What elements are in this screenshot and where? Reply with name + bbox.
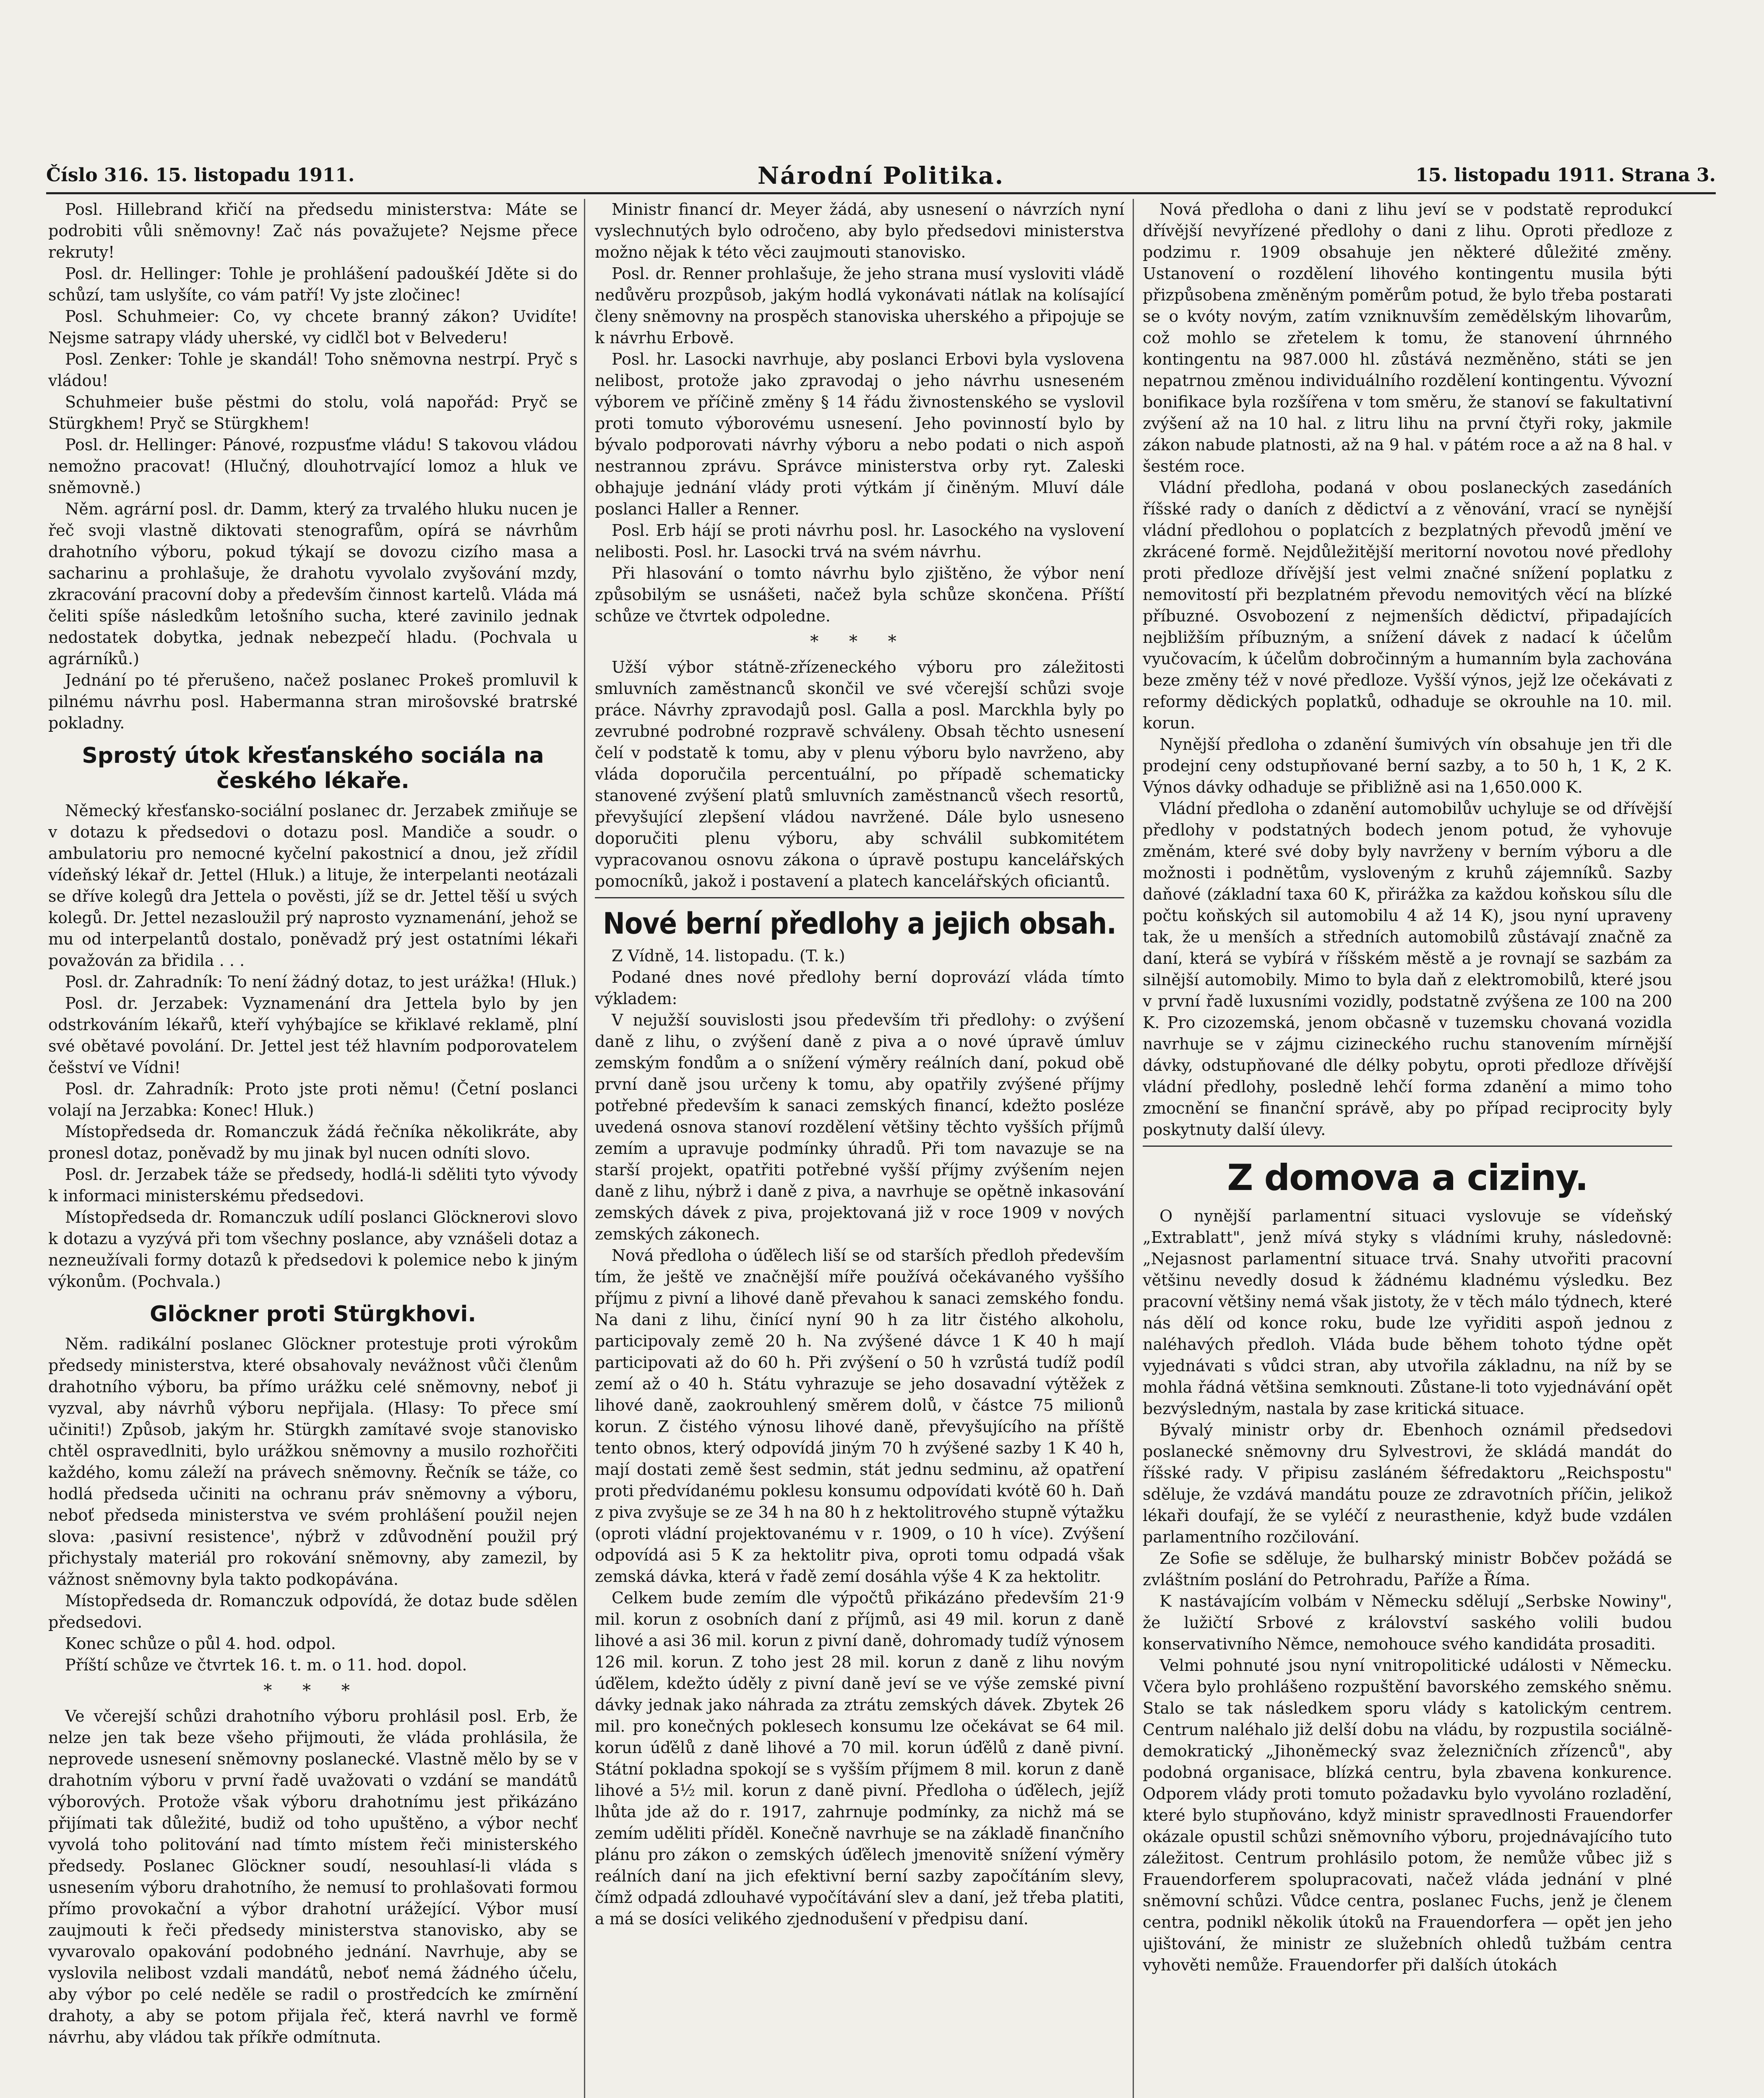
column-2 [595, 199, 1124, 2098]
paragraph: Místopředseda dr. Romanczuk žádá řečníka několikráte, aby pronesl dotaz, poněvadž by mu jinak byl nucen odníti slovo. [48, 1122, 578, 1162]
paragraph: Německý křesťansko-sociální poslanec dr. Jerzabek zmiňuje se v dotazu k předsedovi o dotazu posl. Mandiče a soudr. o ambulatoriu pro nemocné kyčelní pakostnicí a dnou, jež zřídil vídeňský lékař dr. Jettel (Hluk.) a lituje, že interpelanti neotázali se dříve kolegů dra Jettela o pověsti, jíž se dr. Jettel těší u svých kolegů. Dr. Jettel nezasloužil prý naprosto vyznamenání, jehož se mu od interpelantů dostalo, poněvadž prý jest ostatními lékaři považován za břidila . . . [48, 801, 578, 970]
paragraph: Místopředseda dr. Romanczuk odpovídá, že dotaz bude sdělen předsedovi. [48, 1592, 578, 1631]
header-rule [46, 192, 1716, 194]
paragraph: Bývalý ministr orby dr. Ebenhoch oznámil předsedovi poslanecké sněmovny dru Sylvestrovi, že skládá mandát do říšské rady. V připisu zasláném šéfredaktoru „Reichspostu" sděluje, že vzdává mandátu pouze ze zdravotních příčin, jelikož lékaři doufají, že se vyléčí z neurasthenie, když bude vzdálen parlamentního rozčilování. [1143, 1421, 1672, 1546]
paragraph: Užší výbor státně-zřízeneckého výboru pro záležitosti smluvních zaměstnanců skončil ve své včerejší schůzi svoje práce. Návrhy zpravodajů posl. Galla a posl. Marckhla byly po zevrubné podrobné rozpravě schváleny. Obsah těchto usnesení čelí v podstatě k tomu, aby v plenu výboru bylo navrženo, aby vláda doporučila percentuální, po případě schematicky stanovené zvýšení platů smluvních zaměstnanců všech resortů, převyšující zlepšení vládou navržené. Dále bylo usneseno doporučiti plenu výboru, aby schválil subkomitétem vypracovanou osnovu zákona o úpravě postupu kancelářských pomocníků, jakož i postavení a platech kancelářských oficiantů. [595, 658, 1124, 890]
column-separator-2 [1133, 199, 1134, 2098]
paragraph: O nynější parlamentní situaci vyslovuje se vídeňský „Extrablatt", jenž mívá styky s vládními kruhy, následovně: „Nejasnost parlamentní situace trvá. Snahy utvořiti pracovní většinu nevedly dosud k žádnému kladnému výsledku. Bez pracovní většiny nemá však jistoty, že v těch málo týdnech, které nás dělí od konce roku, bude lze vyřiditi aspoň jednou z naléhavých předloh. Vláda bude během tohoto týdne opět vyjednávati s vůdci stran, aby utvořila základnu, na níž by se mohla řádná většina semknouti. Zůstane-li toto vyjednávání opět bezvýsledným, nastala by zase kritická situace. [1143, 1207, 1672, 1418]
section-divider-stars: * * * [810, 632, 909, 651]
paragraph: Něm. agrární posl. dr. Damm, který za trvalého hluku nucen je řeč svoji vlastně diktovati stenografům, opírá se návrhům drahotního výboru, pokud týkají se dovozu cizího masa a sacharinu a prohlašuje, že drahotu vyvolalo zvyšování mzdy, zkracování pracovní doby a především činnost kartelů. Vláda má čeliti spíše následkům letošního sucha, které zavinilo jednak nedostatek dobytka, jednak nebezpečí hladu. (Pochvala u agrárníků.) [48, 500, 578, 668]
paragraph: Konec schůze o půl 4. hod. odpol. [65, 1634, 336, 1653]
paragraph: Posl. dr. Hellinger: Tohle je prohlášení padouškéí Jděte si do schůzí, tam uslyšíte, co vám patří! Vy jste zločinec! [48, 264, 578, 304]
paragraph: Něm. radikální poslanec Glöckner protestuje proti výrokům předsedy ministerstva, které obsahovaly nevážnost vůči členům drahotního výboru, ba přímo urážku celé sněmovny, neboť ji vyzval, aby návrhů výboru nepřijala. (Hlasy: To přece smí učiniti!) Způsob, jakým hr. Stürgkh zamítavé svoje stanovisko chtěl ospravedlniti, bylo urážkou sněmovny a musilo rozhořčiti každého, komu záleží na právech sněmovny. Řečník se táže, co hodlá předseda učiniti na ochranu práv sněmovny a výboru, neboť předseda ministerstva ve svém prohlášení použil nejen slova: ,pasivní resistence', nýbrž v zdůvodnění použil prý přichystaly materiál pro rokování sněmovny, aby zamezil, by vážnost sněmovny byla takto podkopávána. [48, 1335, 578, 1589]
paragraph: Vládní předloha, podaná v obou poslaneckých zasedáních říšské rady o daních z dědictví a z věnování, vrací se nynější vládní předlohou o poplatcích z bezplatných převodů jmění ve zkrácené formě. Nejdůležitější meritorní novotou nové předlohy proti předloze dřívější jest velmi značné snížení poplatku z nemovitostí při bezplatném převodu nemovitých věcí na blízké příbuzné. Osvobození z nejmenších dědictví, připadajících nejbližším příbuzným, a snížení dávek z nadací k účelům vyučovacím, k účelům dobročinným a humanním byla zachována beze změny též v nové předloze. Vyšší výnos, jejž lze očekávati z reformy dědických poplatků, odhaduje se okrouhle na 10. mil. korun. [1143, 478, 1672, 732]
dateline: Z Vídně, 14. listopadu. (T. k.) [612, 947, 845, 965]
paragraph: Velmi pohnuté jsou nyní vnitropolitické události v Německu. Včera bylo prohlášeno rozpuštění bavorského zemského sněmu. Stalo se tak následkem sporu vlády s katolickým centrem. Centrum naléhalo již delší dobu na vládu, by rozpustila sociálně-demokratický „Jihoněmecký svaz železničních zřízenců", aby podobná organisace, blízká centru, byla zbavena konkurence. Odporem vlády proti tomuto požadavku bylo vyvoláno rozladění, které bylo stupňováno, když ministr spravedlnosti Frauendorfer okázale opustil schůzi sněmovního výboru, projednávajícího tuto záležitost. Centrum prohlásilo potom, že nemůže vůbec již s Frauendorferem spolupracovati, načež vláda jednání v plné sněmovní schůzi. Vůdce centra, poslanec Fuchs, jenž je členem centra, podnikl několik útoků na Frauendorfera — opět jen jeho ujištování, že ministr ze služebních ohledů tužbám centra vyhověti nemůže. Frauendorfer při dalších útokách [1143, 1656, 1672, 1974]
paragraph: Posl. dr. Zahradník: Proto jste proti němu! (Četní poslanci volají na Jerzabka: Konec! Hluk.) [48, 1080, 578, 1119]
article-heading: Sprostý útok křesťanského sociála na českého lékaře. [82, 743, 544, 793]
paragraph: Ve včerejší schůzi drahotního výboru prohlásil posl. Erb, že nelze jen tak beze všeho přijmouti, že vláda prohlásila, že neprovede usnesení sněmovny poslanecké. Vlastně mělo by se v drahotním výboru v první řadě uvažovati o vzdání se mandátů výborových. Protože však výboru drahotnímu jest přikázáno přijímati tak důležité, budiž od toho upuštěno, a výbor nechť vyvolá toho politování nad tímto místem řeči ministerského předsedy. Poslanec Glöckner soudí, nesouhlasí-li vláda s usnesením výboru drahotního, že nemusí to prohlašovati formou přímo provokační a výbor drahotní urážející. Výbor musí zaujmouti k řeči předsedy ministerstva stanovisko, aby se vyvarovalo opakování podobného jednání. Navrhuje, aby se vyslovila nelibost vzdali mandátů, neboť nemá žádného účelu, aby výbor po celé neděle se radil o prostředcích ke zmírnění drahoty, a aby se potom přijala řeč, která navrhl ve formě návrhu, aby vládou tak příkře odmítnuta. [48, 1707, 578, 2046]
paragraph: Příští schůze ve čtvrtek 16. t. m. o 11. hod. dopol. [65, 1656, 467, 1674]
section-rule [1143, 1146, 1672, 1147]
section-rule [595, 897, 1124, 898]
paragraph: Posl. dr. Hellinger: Pánové, rozpusťme vládu! S takovou vládou nemožno pracovat! (Hlučný, dlouhotrvající lomoz a hluk ve sněmovně.) [48, 436, 578, 497]
paragraph: Ministr financí dr. Meyer žádá, aby usnesení o návrzích nyní vyslechnutých bylo odročeno, aby bylo předsedovi ministerstva možno nějak k této věci zaujmouti stanovisko. [595, 200, 1124, 261]
paragraph: Schuhmeier buše pěstmi do stolu, volá napořád: Pryč se Stürgkhem! Pryč se Stürgkhem! [48, 393, 578, 433]
paragraph: Ze Sofie se sděluje, že bulharský ministr Bobčev požádá se zvláštním poslání do Petrohradu, Paříže a Říma. [1143, 1549, 1672, 1589]
paragraph: Posl. hr. Lasocki navrhuje, aby poslanci Erbovi byla vyslovena nelibost, protože jako zpravodaj o jeho návrhu usneseném výborem ve příčině změny § 14 řádu živnostenského se vyslovil proti tomuto výborovému usnesení. Jeho povinností bylo by bývalo podporovati návrhy výboru a nebo podati o nich aspoň nestrannou zprávu. Správce ministerstva orby ryt. Zaleski obhajuje jednání vlády proti výtkám jí činěným. Mluví dále poslanci Haller a Renner. [595, 350, 1124, 518]
paragraph: Posl. Erb hájí se proti návrhu posl. hr. Lasockého na vyslovení nelibosti. Posl. hr. Lasocki trvá na svém návrhu. [595, 521, 1124, 561]
article-heading: Glöckner proti Stürgkhovi. [149, 1302, 477, 1327]
paragraph: Posl. Schuhmeier: Co, vy chcete branný zákon? Uvidíte! Nejsme satrapy vlády uherské, vy cidlčl bot v Belvederu! [48, 307, 578, 347]
column-1 [48, 199, 578, 2098]
article-heading: Nové berní předlohy a jejich obsah. [603, 906, 1116, 941]
paragraph: Posl. Zenker: Tohle je skandál! Toho sněmovna nestrpí. Pryč s vládou! [48, 350, 578, 390]
paragraph: Při hlasování o tomto návrhu bylo zjištěno, že výbor není způsobilým se usnášeti, načež byla schůze skončena. Příští schůze ve čtvrtek odpoledne. [595, 564, 1124, 625]
paragraph: Posl. dr. Renner prohlašuje, že jeho strana musí vysloviti vládě nedůvěru prozpůsob, jakým hodlá vykonávati nátlak na kolísající členy sněmovny na prospěch stanoviska uherského a připojuje se k návrhu Erbově. [595, 264, 1124, 347]
paragraph: Nynější předloha o zdanění šumivých vín obsahuje jen tři dle prodejní ceny odstupňované berní sazby, a to 50 h, 1 K, 2 K. Výnos dávky odhaduje se přibližně asi na 1,650.000 K. [1143, 735, 1672, 796]
paragraph: Nová předloha o dani z lihu jeví se v podstatě reprodukcí dřívější nevyřízené předlohy o dani z lihu. Oproti předloze z podzimu r. 1909 obsahuje jen některé důležité změny. Ustanovení o rozdělení lihového kontingentu musila býti přizpůsobena změněným poměrům potud, že bylo třeba postarati se o kvóty novým, zatím vzniknuvším zemědělským lihovarům, což mohlo se zřetelem k tomu, že stanovení úhrnného kontingentu na 987.000 hl. zůstává nezměněno, státi se jen nepatrnou změnou individuálního rozdělení kontingentu. Vývozní bonifikace byla rozšířena v tom směru, že stanoví se fakultativní zvýšení až na 10 hal. z litru lihu na první čtyři roky, jakmile zákon nabude platnosti, až na 9 hal. v pátém roce a až na 8 hal. v šestém roce. [1143, 200, 1672, 475]
paragraph: Jednání po té přerušeno, načež poslanec Prokeš promluvil k pilnému návrhu posl. Habermanna stran mirošovské bratrské pokladny. [48, 671, 578, 732]
date-page-right: 15. listopadu 1911. Strana 3. [1415, 164, 1716, 186]
paragraph: Posl. Hillebrand křičí na předsedu ministerstva: Máte se podrobiti vůli sněmovny! Zač nás považujete? Nejsme přece rekruty! [48, 200, 578, 261]
column-3 [1143, 199, 1672, 2098]
issue-date-left: Číslo 316. 15. listopadu 1911. [46, 164, 355, 186]
newspaper-title: Národní Politika. [757, 162, 1005, 190]
paragraph: Posl. dr. Zahradník: To není žádný dotaz, to jest urážka! (Hluk.) [65, 973, 577, 991]
paragraph: Vládní předloha o zdanění automobilův uchyluje se od dřívější předlohy v podstatných bodech jenom potud, že vyhovuje změnám, které své doby byly navrženy v berním výboru a dle možnosti i podnětům, vysloveným z kruhů zájemníků. Sazby daňové (základní taxa 60 K, přirážka za každou koňskou sílu dle počtu koňských sil automobilu 4 až 14 K), jsou nyní upraveny tak, že u menších a středních automobilů zůstávají značně za daní, která se vybírá v říšském městě a je rovnají se sazbám za silnější automobily. Mimo to byla daň z elektromobilů, které jsou v první řadě luxusními vozidly, podstatně zvýšena ze 100 na 200 K. Pro cizozemská, jenom občasně v tuzemsku chovaná vozidla navrhuje se v zájmu cizineckého ruchu stanovením mírnější dávky, odstupňované dle délky pobytu, oproti předloze dřívější vládní předlohy, posledně lehčí forma zdanění a mimo toho zmocnění se finanční správě, aby po případ reciprocity byly poskytnuty další úlevy. [1143, 799, 1672, 1139]
paragraph: Posl. dr. Jerzabek: Vyznamenání dra Jettela bylo by jen odstrkováním lékařů, kteří vyhýbajíce se křiklavé reklamě, plní své obětavé povolání. Dr. Jettel jest též hlavním podporovatelem češství ve Vídni! [48, 994, 578, 1077]
page-header [46, 164, 1716, 194]
section-heading: Z domova a ciziny. [1227, 1157, 1588, 1199]
paragraph: Místopředseda dr. Romanczuk udílí poslanci Glöcknerovi slovo k dotazu a vyzývá při tom všechny poslance, aby vznášeli dotaz a nezneužívali formy dotazů k předsedovi k polemice nebo k jiným výkonům. (Pochvala.) [48, 1208, 578, 1291]
paragraph: Posl. dr. Jerzabek táže se předsedy, hodlá-li sděliti tyto vývody k informaci ministerskému předsedovi. [48, 1165, 578, 1205]
paragraph: Podané dnes nové předlohy berní doprovází vláda tímto výkladem: [595, 968, 1124, 1008]
paragraph: Celkem bude zemím dle výpočtů přikázáno především 21·9 mil. korun z osobních daní z příjmů, asi 49 mil. korun z daně lihové a asi 36 mil. korun z pivní daně, dohromady tudíž výnosem 126 mil. korun. Z toho jest 28 mil. korun z daně z lihu novým úďělem, kdežto úděly z pivní daně jeví se ve výše zemské pivní dávky jednak jako náhrada za ztrátu zemských dávek. Zbytek 26 mil. pro konečných poklesech konsumu lze očekávat se 64 mil. korun úďělů z daně lihové a 70 mil. korun úďělů z daně pivní. Státní pokladna spokojí se s vyšším příjmem 8 mil. korun z daně lihové a 5½ mil. korun z daně pivní. Předloha o úďělech, jejíž lhůta jde až do r. 1917, zahrnuje podmínky, za nichž má se zemím uděliti příděl. Konečně navrhuje se na základě finančního plánu pro zákon o zemských úďělech jmenovitě snížení výměry reálních daní na jich efektivní berní sazby započítáním slevy, čímž odpadá zdlouhavé vypočítávání slev a daní, jež třeba platiti, a má se dosíci velikého zjednodušení v předpisu daní. [595, 1589, 1124, 1928]
section-divider-stars: * * * [263, 1681, 362, 1700]
paragraph: Nová předloha o úďělech liší se od starších předloh především tím, že ještě ve značnější míře používá očekávaného vyššího příjmu z pivní a lihové daně převahou k sanaci zemského fondu. Na dani z lihu, činící nyní 90 h za litr čistého alkoholu, participovaly země 20 h. Na zvýšené dávce 1 K 40 h mají participovati až do 60 h. Při zvýšení o 50 h vzrůstá tudíž podíl zemí až o 40 h. Státu vyhrazuje se jeho dosavadní výtěžek z lihové daně, zaokrouhlený směrem dolů, v částce 75 milionů korun. Z čistého výnosu lihové daně, převyšujícího na příště tento obnos, který odpovídá jiným 70 h zvýšené sazby 1 K 40 h, mají dostati země šest sedmin, stát jednu sedminu, až opatření proti předvídanému poklesu konsumu odpovídati kvótě 60 h. Daň z piva zvyšuje se ze 34 h na 80 h z hektolitrového stupně výtažku (oproti vládní projektovanému v r. 1909, o 10 h více). Zvýšení odpovídá asi 5 K za hektolitr piva, oproti tomu odpadá však zemská dávka, která v řadě zemí dosáhla výše 4 K za hektolitr. [595, 1246, 1124, 1586]
paragraph: K nastávajícím volbám v Německu sdělují „Serbske Nowiny", že lužičtí Srbové z království saského volili budou konservativního Němce, nemohouce svého kandidáta prosaditi. [1143, 1592, 1672, 1653]
paragraph: V nejužší souvislosti jsou především tři předlohy: o zvýšení daně z lihu, o zvýšení daně z piva a o nové úpravě úmluv zemským fondům a o snížení výměry reálních daní, pokud obě první daně jsou určeny k tomu, aby opatřily zvýšené příjmy potřebné především k sanaci zemských financí, kdežto posléze uvedená osnova stanoví rozdělení většiny těchto vyšších příjmů zemím a upravuje podmínky úhradů. Při tom navazuje se na starší projekt, opatřiti potřebné vyšší příjmy zvýšením nejen daně z lihu, nýbrž i daně z piva, a navrhuje se opětně inkasování zemských dávek z piva, projektovaná již v roce 1909 v nových zemských zákonech. [595, 1011, 1124, 1243]
column-separator-1 [584, 199, 585, 2098]
